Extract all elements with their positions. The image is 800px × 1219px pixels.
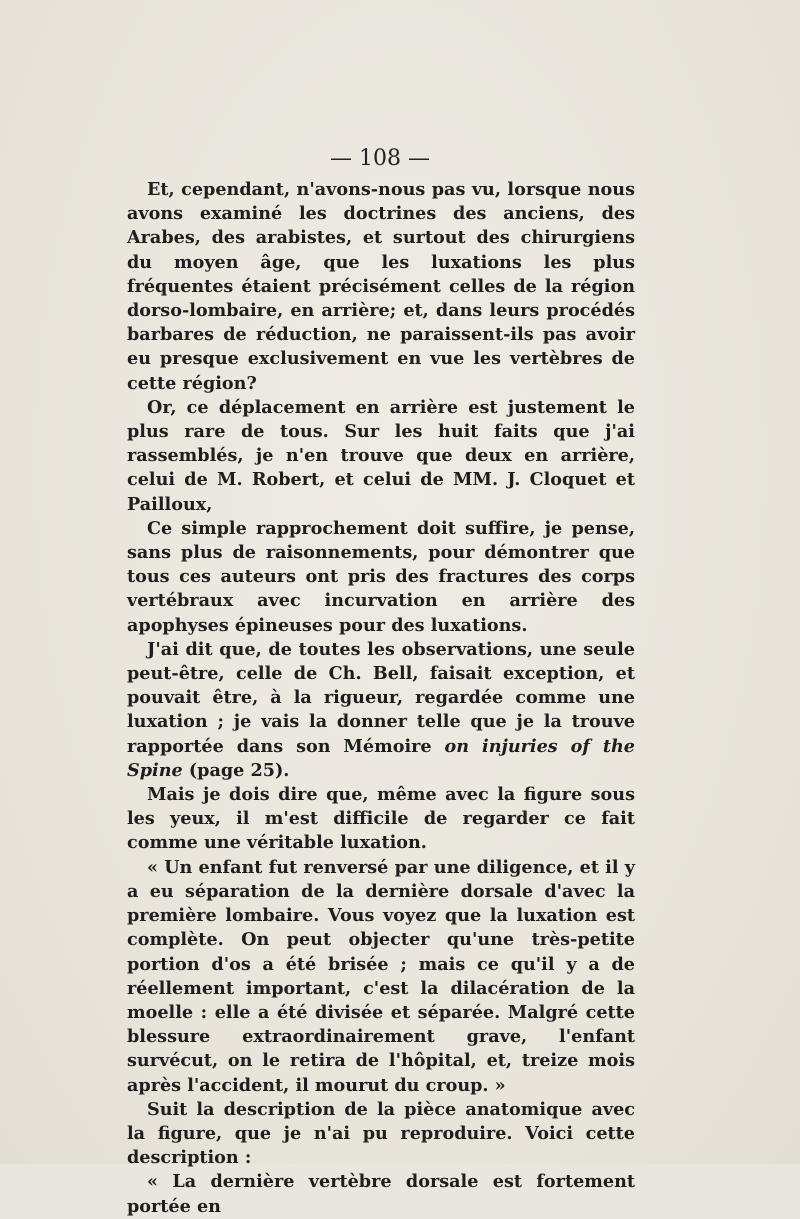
paragraph: Mais je dois dire que, même avec la figure sous les yeux, il m'est difficile de regarder ce fait comme une véritable luxation.: [127, 784, 635, 854]
paragraph: Or, ce déplacement en arrière est justement le plus rare de tous. Sur les huit faits que j'ai rassemblés, je n'en trouve que deux en arrière, celui de M. Robert, et celui de MM. J. Cloquet et Pailloux,: [127, 396, 635, 515]
quote-paragraph: « La dernière vertèbre dorsale est fortement portée en: [127, 1171, 635, 1217]
paragraph: Et, cependant, n'avons-nous pas vu, lorsque nous avons examiné les doctrines des anciens, des Arabes, des arabistes, et surtout des chirurgiens du moyen âge, que les luxations les plus fréquentes étaient précisément celles de la région dorso-lombaire, en arrière; et, dans leurs procédés barbares de réduction, ne paraissent-ils pas avoir eu presque exclusivement en vue les vertèbres de cette région?: [127, 179, 635, 394]
quote-paragraph: « Un enfant fut renversé par une diligence, et il y a eu séparation de la dernière dorsale d'avec la première lombaire. Vous voyez que la luxation est complète. On peut objecter qu'une très-petite portion d'os a été brisée ; mais ce qu'il y a de réellement important, c'est la dilacération de la moelle : elle a été divisée et séparée. Malgré cette blessure extraordinairement grave, l'enfant survécut, on le retira de l'hôpital, et, treize mois après l'accident, il mourut du croup. »: [127, 856, 635, 1096]
paragraph: [127, 638, 635, 783]
paragraph-text: (page 25).: [182, 759, 290, 781]
page-number: — 108 —: [330, 146, 430, 171]
paragraph: Suit la description de la pièce anatomique avec la figure, que je n'ai pu reproduire. Voici cette description :: [127, 1098, 635, 1169]
body-text: [127, 178, 635, 1219]
italic-title: on injuries of the Spine: [127, 735, 635, 781]
paragraph: Ce simple rapprochement doit suffire, je pense, sans plus de raisonnements, pour démontrer que tous ces auteurs ont pris des fractures des corps vertébraux avec incurvation en arrière des apophyses épineuses pour des luxations.: [127, 517, 635, 636]
paragraph-text: J'ai dit que, de toutes les observations, une seule peut-être, celle de Ch. Bell, faisait exception, et pouvait être, à la rigueur, regardée comme une luxation ; je vais la donner telle que je la trouve rapportée dans son Mémoire: [127, 638, 635, 757]
